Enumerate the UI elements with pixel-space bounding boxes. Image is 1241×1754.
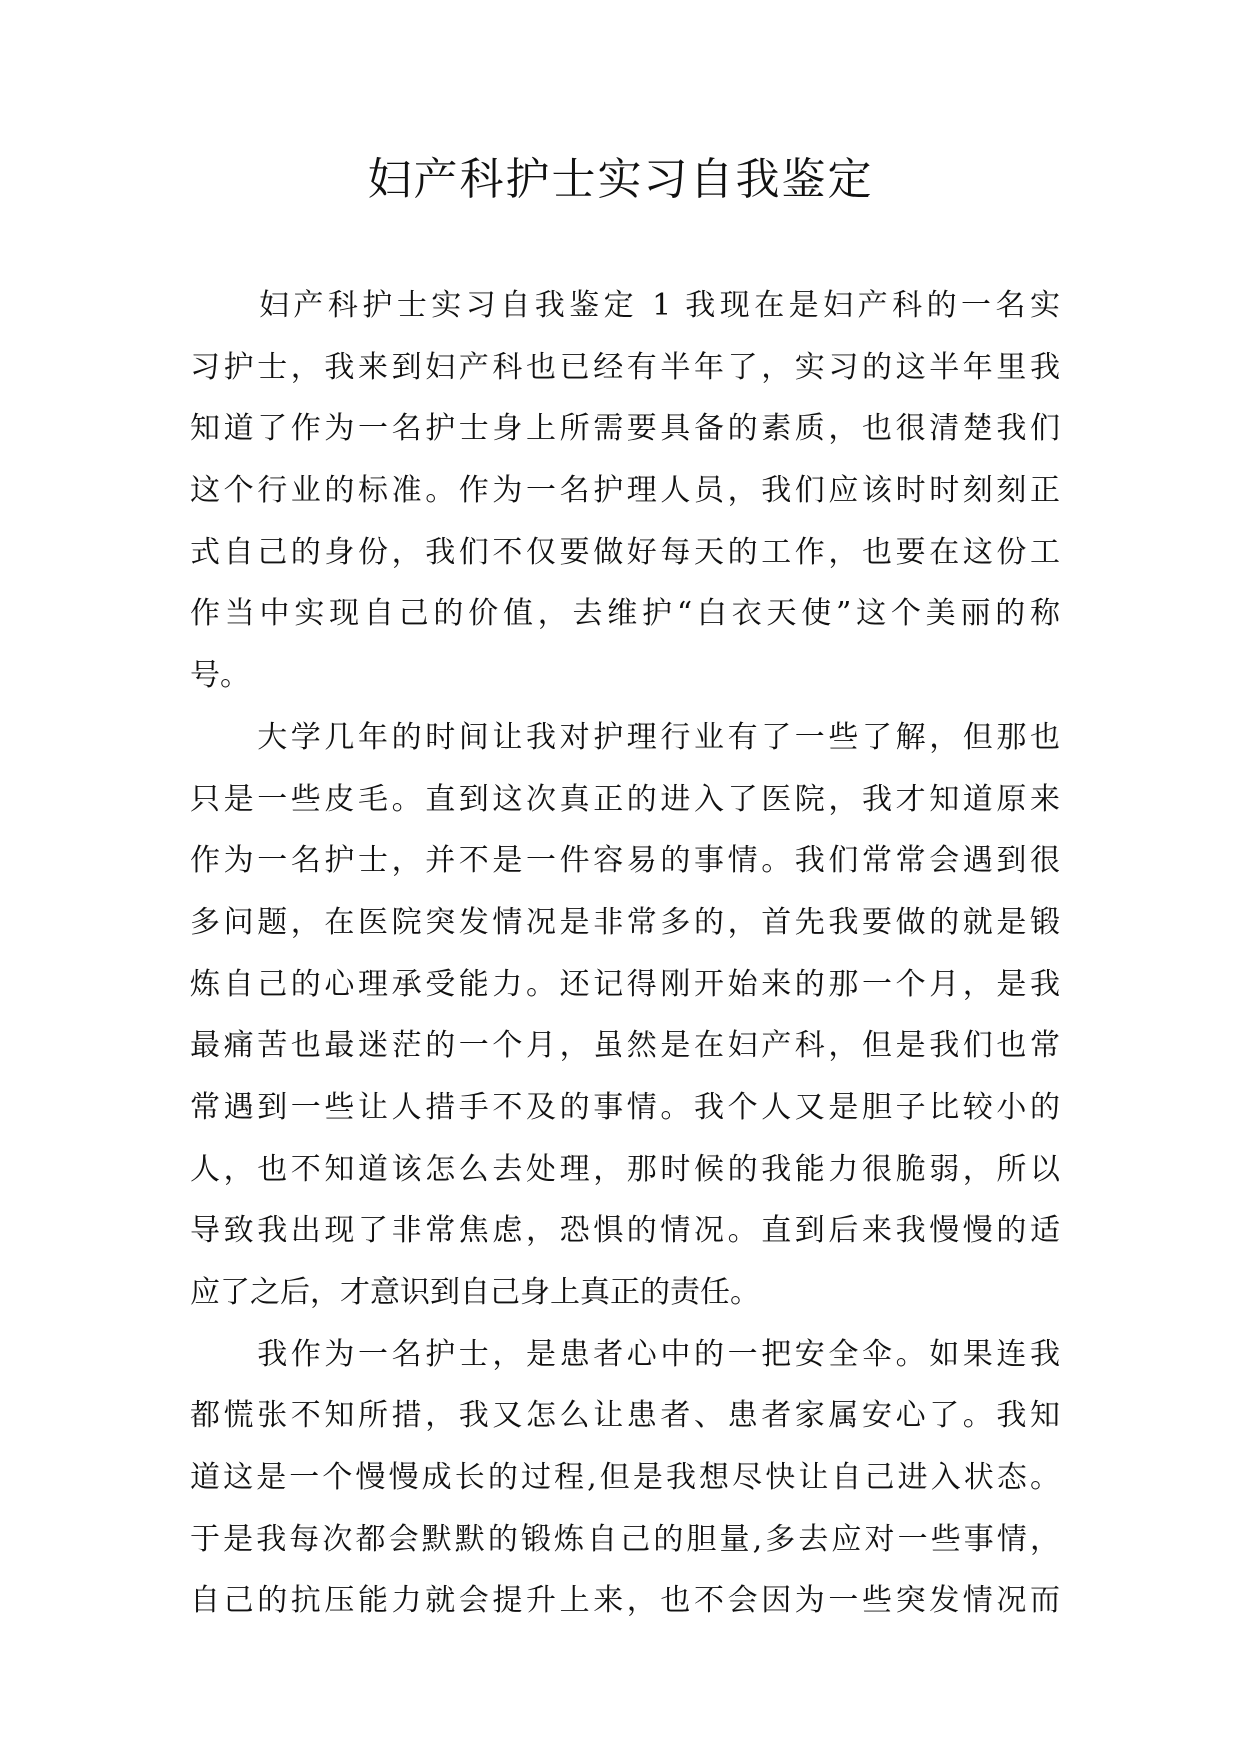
text-line: 自己的抗压能力就会提升上来，也不会因为一些突发情况而 <box>190 1583 1060 1619</box>
text-line: 妇产科护士实习自我鉴定 1 我现在是妇产科的一名实 <box>190 288 1060 323</box>
text-line: 只是一些皮毛。直到这次真正的进入了医院，我才知道原来 <box>190 781 1060 817</box>
text-line: 最痛苦也最迷茫的一个月，虽然是在妇产科，但是我们也常 <box>190 1028 1060 1064</box>
paragraph-1 <box>190 275 1060 707</box>
text-line: 应了之后，才意识到自己身上真正的责任。 <box>190 1275 760 1310</box>
paragraph-3 <box>190 1324 1060 1632</box>
text-line: 大学几年的时间让我对护理行业有了一些了解，但那也 <box>190 719 1060 755</box>
text-line: 我作为一名护士，是患者心中的一把安全伞。如果连我 <box>190 1336 1060 1372</box>
text-line: 多问题，在医院突发情况是非常多的，首先我要做的就是锻 <box>190 904 1060 940</box>
text-line: 于是我每次都会默默的锻炼自己的胆量,多去应对一些事情， <box>190 1521 1060 1557</box>
text-line: 道这是一个慢慢成长的过程,但是我想尽快让自己进入状态。 <box>190 1460 1060 1496</box>
text-line: 作当中实现自己的价值，去维护“白衣天使”这个美丽的称 <box>190 596 1060 632</box>
document-body <box>190 275 1060 1632</box>
text-line: 都慌张不知所措，我又怎么让患者、患者家属安心了。我知 <box>190 1398 1060 1434</box>
text-line: 式自己的身份，我们不仅要做好每天的工作，也要在这份工 <box>190 534 1060 570</box>
text-line: 作为一名护士，并不是一件容易的事情。我们常常会遇到很 <box>190 843 1060 879</box>
text-line: 知道了作为一名护士身上所需要具备的素质，也很清楚我们 <box>190 411 1060 447</box>
text-line: 人，也不知道该怎么去处理，那时候的我能力很脆弱，所以 <box>190 1151 1060 1187</box>
text-line: 习护士，我来到妇产科也已经有半年了，实习的这半年里我 <box>190 349 1060 385</box>
document-title: 妇产科护士实习自我鉴定 <box>367 154 874 205</box>
text-line: 常遇到一些让人措手不及的事情。我个人又是胆子比较小的 <box>190 1089 1060 1125</box>
text-line: 导致我出现了非常焦虑，恐惧的情况。直到后来我慢慢的适 <box>190 1213 1060 1249</box>
text-line: 号。 <box>190 658 250 694</box>
paragraph-2 <box>190 707 1060 1324</box>
text-line: 炼自己的心理承受能力。还记得刚开始来的那一个月，是我 <box>190 966 1060 1002</box>
text-line: 这个行业的标准。作为一名护理人员，我们应该时时刻刻正 <box>190 473 1060 509</box>
